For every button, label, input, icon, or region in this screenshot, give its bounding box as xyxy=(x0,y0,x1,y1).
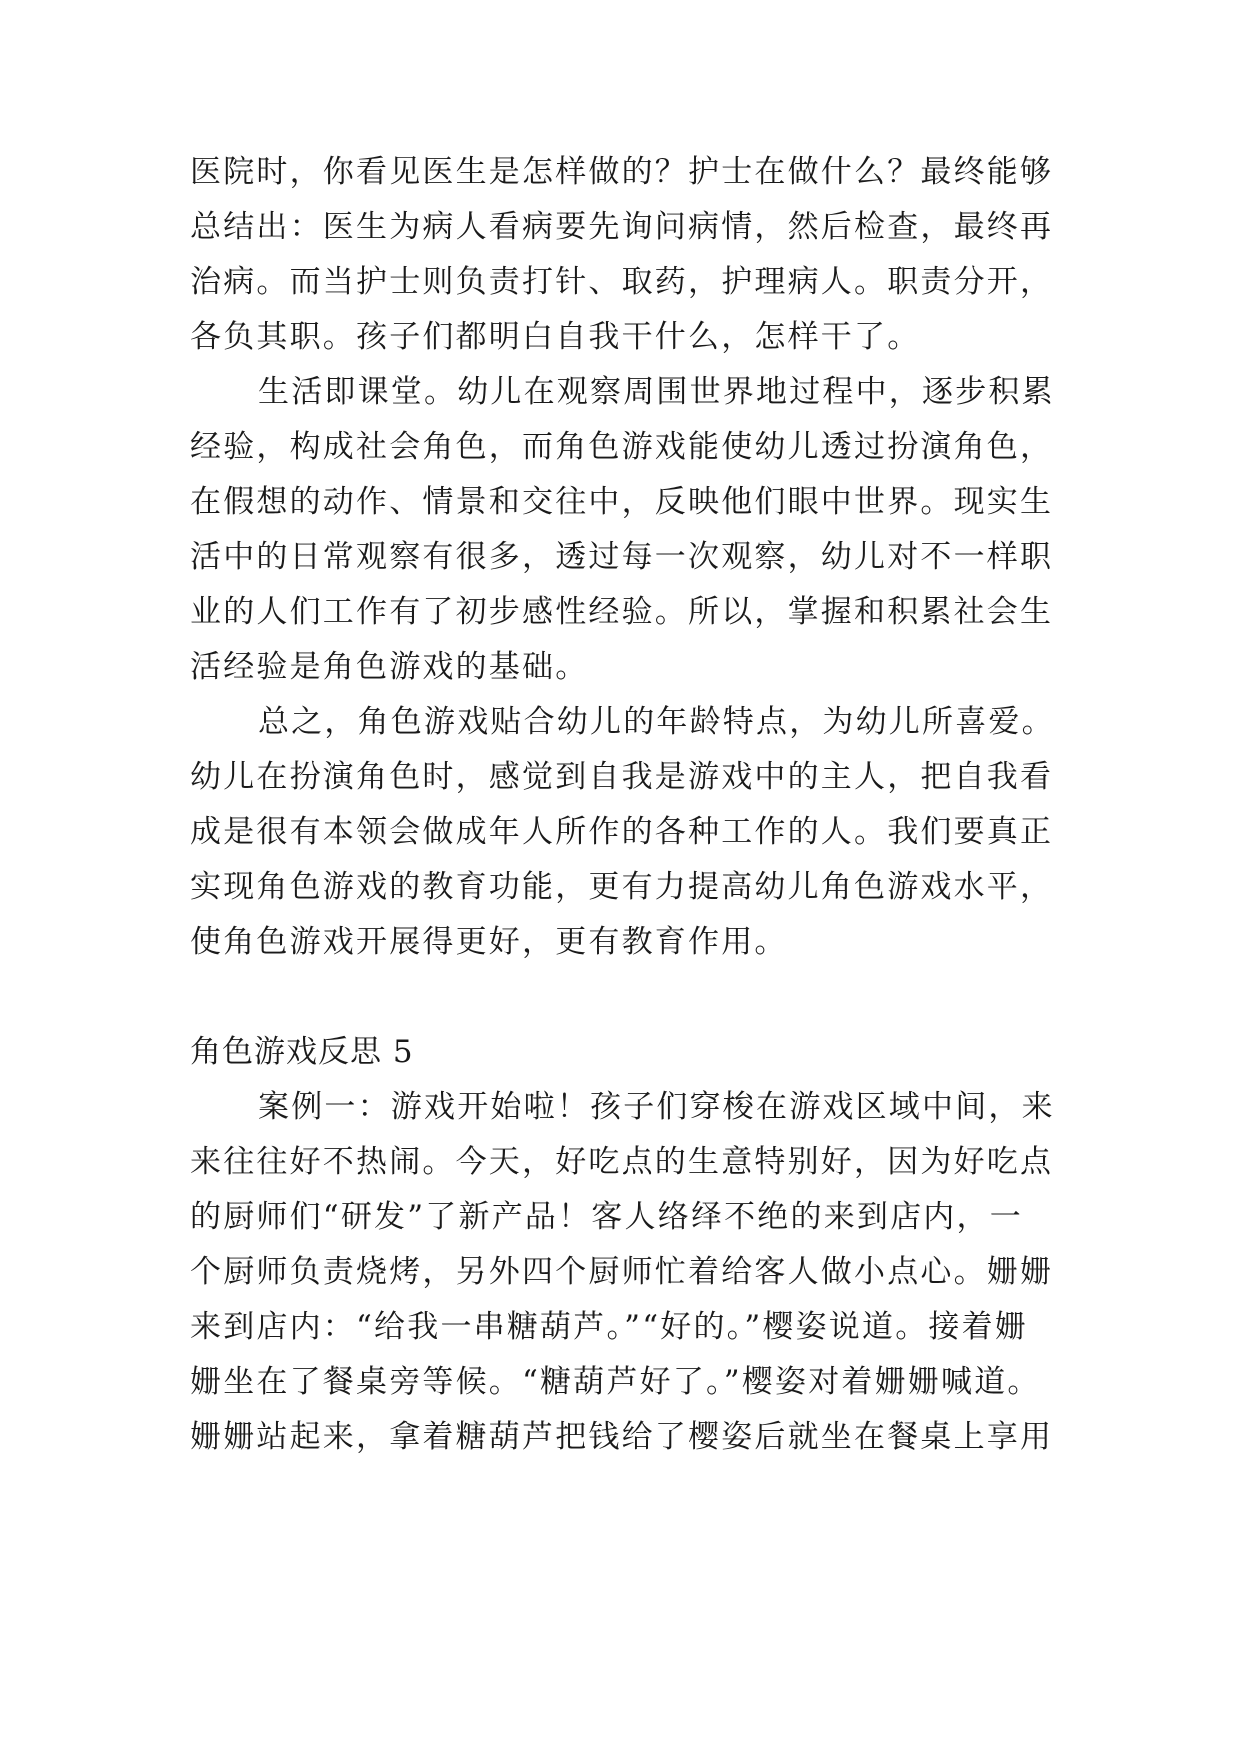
text-line: 姗坐在了餐桌旁等候。“糖葫芦好了。”樱姿对着姗姗喊道。 xyxy=(190,1364,1041,1400)
text-line: 活中的日常观察有很多，透过每一次观察，幼儿对不一样职 xyxy=(190,539,1054,575)
text-line: 成是很有本领会做成年人所作的各种工作的人。我们要真正 xyxy=(190,814,1054,850)
text-line: 个厨师负责烧烤，另外四个厨师忙着给客人做小点心。姗姗 xyxy=(190,1254,1054,1290)
text-line: 在假想的动作、情景和交往中，反映他们眼中世界。现实生 xyxy=(190,484,1054,520)
text-line: 来到店内：“给我一串糖葫芦。”“好的。”樱姿说道。接着姗 xyxy=(190,1309,1028,1345)
text-line: 医院时，你看见医生是怎样做的？护士在做什么？最终能够 xyxy=(190,154,1054,190)
text-line: 总结出：医生为病人看病要先询问病情，然后检查，最终再 xyxy=(190,209,1054,245)
text-line: 生活即课堂。幼儿在观察周围世界地过程中，逐步积累 xyxy=(258,374,1055,410)
text-line: 经验，构成社会角色，而角色游戏能使幼儿透过扮演角色， xyxy=(190,429,1054,465)
text-line: 幼儿在扮演角色时，感觉到自我是游戏中的主人，把自我看 xyxy=(190,759,1054,795)
text-line: 实现角色游戏的教育功能，更有力提高幼儿角色游戏水平， xyxy=(190,869,1054,905)
text-line: 使角色游戏开展得更好，更有教育作用。 xyxy=(190,924,788,960)
text-line: 治病。而当护士则负责打针、取药，护理病人。职责分开， xyxy=(190,264,1054,300)
text-line: 业的人们工作有了初步感性经验。所以，掌握和积累社会生 xyxy=(190,594,1054,630)
section-heading: 角色游戏反思 5 xyxy=(190,1034,414,1070)
text-line: 的厨师们“研发”了新产品！客人络绎不绝的来到店内，一 xyxy=(190,1199,1023,1235)
text-line: 各负其职。孩子们都明白自我干什么，怎样干了。 xyxy=(190,319,921,355)
text-line: 来往往好不热闹。今天，好吃点的生意特别好，因为好吃点 xyxy=(190,1144,1054,1180)
text-line: 姗姗站起来，拿着糖葫芦把钱给了樱姿后就坐在餐桌上享用 xyxy=(190,1419,1054,1455)
text-line: 活经验是角色游戏的基础。 xyxy=(190,649,589,685)
text-line: 总之，角色游戏贴合幼儿的年龄特点，为幼儿所喜爱。 xyxy=(258,704,1055,740)
text-line: 案例一：游戏开始啦！孩子们穿梭在游戏区域中间，来 xyxy=(258,1089,1055,1125)
